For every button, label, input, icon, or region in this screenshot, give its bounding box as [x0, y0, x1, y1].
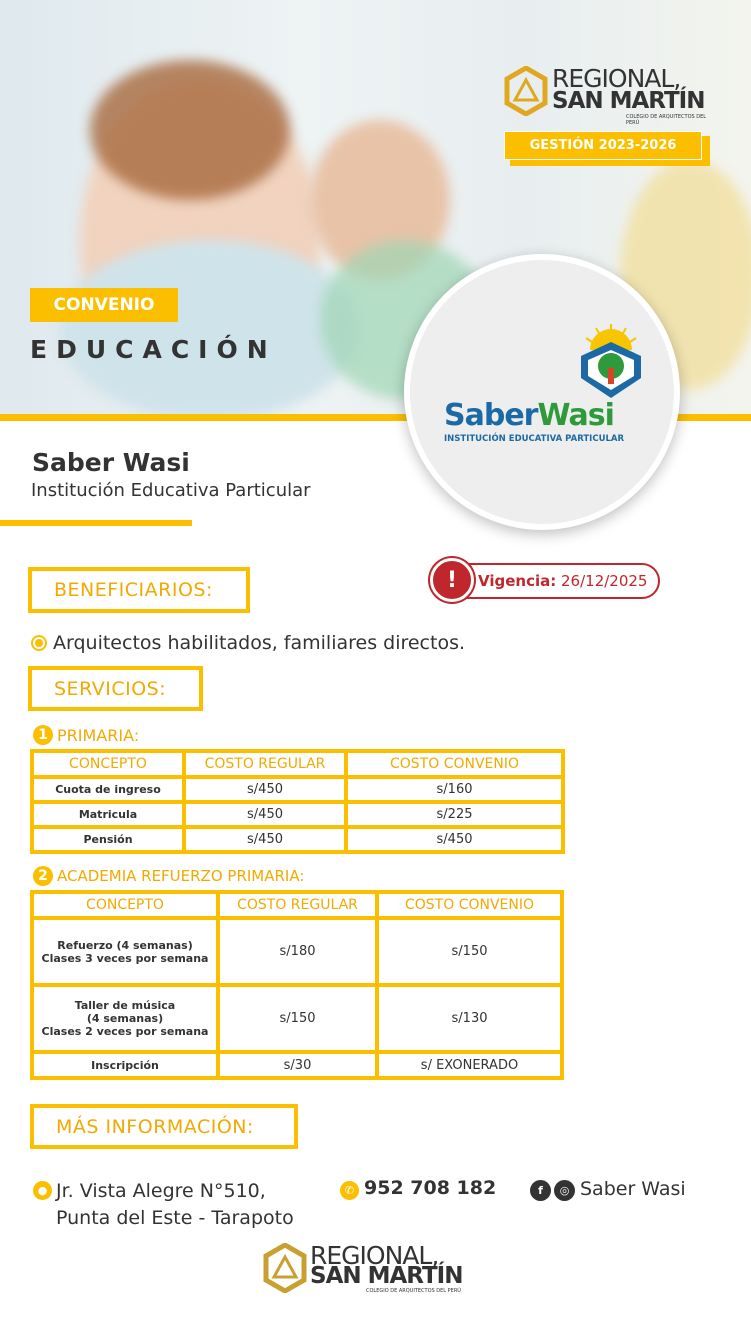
- academia-heading: 2 ACADEMIA REFUERZO PRIMARIA:: [33, 866, 304, 886]
- beneficiarios-heading: BENEFICIARIOS:: [28, 567, 250, 613]
- house-tree-icon: [576, 322, 646, 402]
- hexagon-logo-icon: [263, 1243, 307, 1293]
- regional-san-martin-logo: REGIONAL, SAN MARTÍN COLEGIO DE ARQUITECTOS DEL PERÚ: [504, 66, 714, 126]
- number-two-icon: 2: [33, 866, 53, 886]
- phone-number[interactable]: 952 708 182: [364, 1177, 497, 1199]
- partner-name: Saber Wasi: [32, 448, 190, 477]
- vigencia-badge: Vigencia: 26/12/2025: [434, 563, 660, 599]
- table-row: Cuota de ingreso s/450 s/160: [34, 779, 561, 800]
- bullet-icon: [31, 635, 47, 651]
- academia-table: CONCEPTO COSTO REGULAR COSTO CONVENIO Refuerzo (4 semanas) Clases 3 veces por semana s/180 s/150 Taller de música (4 semanas) Clases 2 veces por semana s/150 s/130 Inscripción s/30 s/ EXONERADO: [30, 890, 564, 1080]
- social-handle: Saber Wasi: [580, 1178, 686, 1200]
- partner-type: Institución Educativa Particular: [31, 480, 311, 501]
- instagram-icon[interactable]: ◎: [554, 1180, 575, 1201]
- table-row: Refuerzo (4 semanas) Clases 3 veces por semana s/180 s/150: [34, 920, 560, 983]
- number-one-icon: 1: [33, 725, 53, 745]
- address: Jr. Vista Alegre N°510, Punta del Este - Tarapoto: [56, 1180, 294, 1229]
- servicios-heading: SERVICIOS:: [28, 666, 203, 711]
- primaria-heading: 1 PRIMARIA:: [33, 725, 139, 745]
- info-heading: MÁS INFORMACIÓN:: [30, 1104, 298, 1149]
- category-title: EDUCACIÓN: [30, 335, 277, 364]
- footer-logo: REGIONAL, SAN MARTÍN COLEGIO DE ARQUITECTOS DEL PERÚ: [263, 1243, 463, 1298]
- divider: [0, 520, 192, 526]
- hexagon-logo-icon: [504, 66, 548, 116]
- table-row: Matricula s/450 s/225: [34, 804, 561, 825]
- saberwasi-logo: SaberWasi INSTITUCIÓN EDUCATIVA PARTICULAR: [404, 254, 680, 530]
- table-row: Inscripción s/30 s/ EXONERADO: [34, 1054, 560, 1076]
- facebook-icon[interactable]: f: [530, 1180, 551, 1201]
- primaria-table: CONCEPTO COSTO REGULAR COSTO CONVENIO Cuota de ingreso s/450 s/160 Matricula s/450 s/225 Pensión s/450 s/450: [30, 749, 565, 854]
- gestion-badge: GESTIÓN 2023-2026: [504, 131, 702, 160]
- location-pin-icon: ●: [33, 1181, 52, 1200]
- table-row: Taller de música (4 semanas) Clases 2 veces por semana s/150 s/130: [34, 987, 560, 1050]
- table-row: Pensión s/450 s/450: [34, 829, 561, 850]
- whatsapp-icon: ✆: [340, 1181, 359, 1200]
- convenio-badge: CONVENIO: [30, 288, 178, 322]
- alert-icon: !: [430, 558, 474, 602]
- beneficiarios-item: Arquitectos habilitados, familiares directos.: [31, 632, 465, 654]
